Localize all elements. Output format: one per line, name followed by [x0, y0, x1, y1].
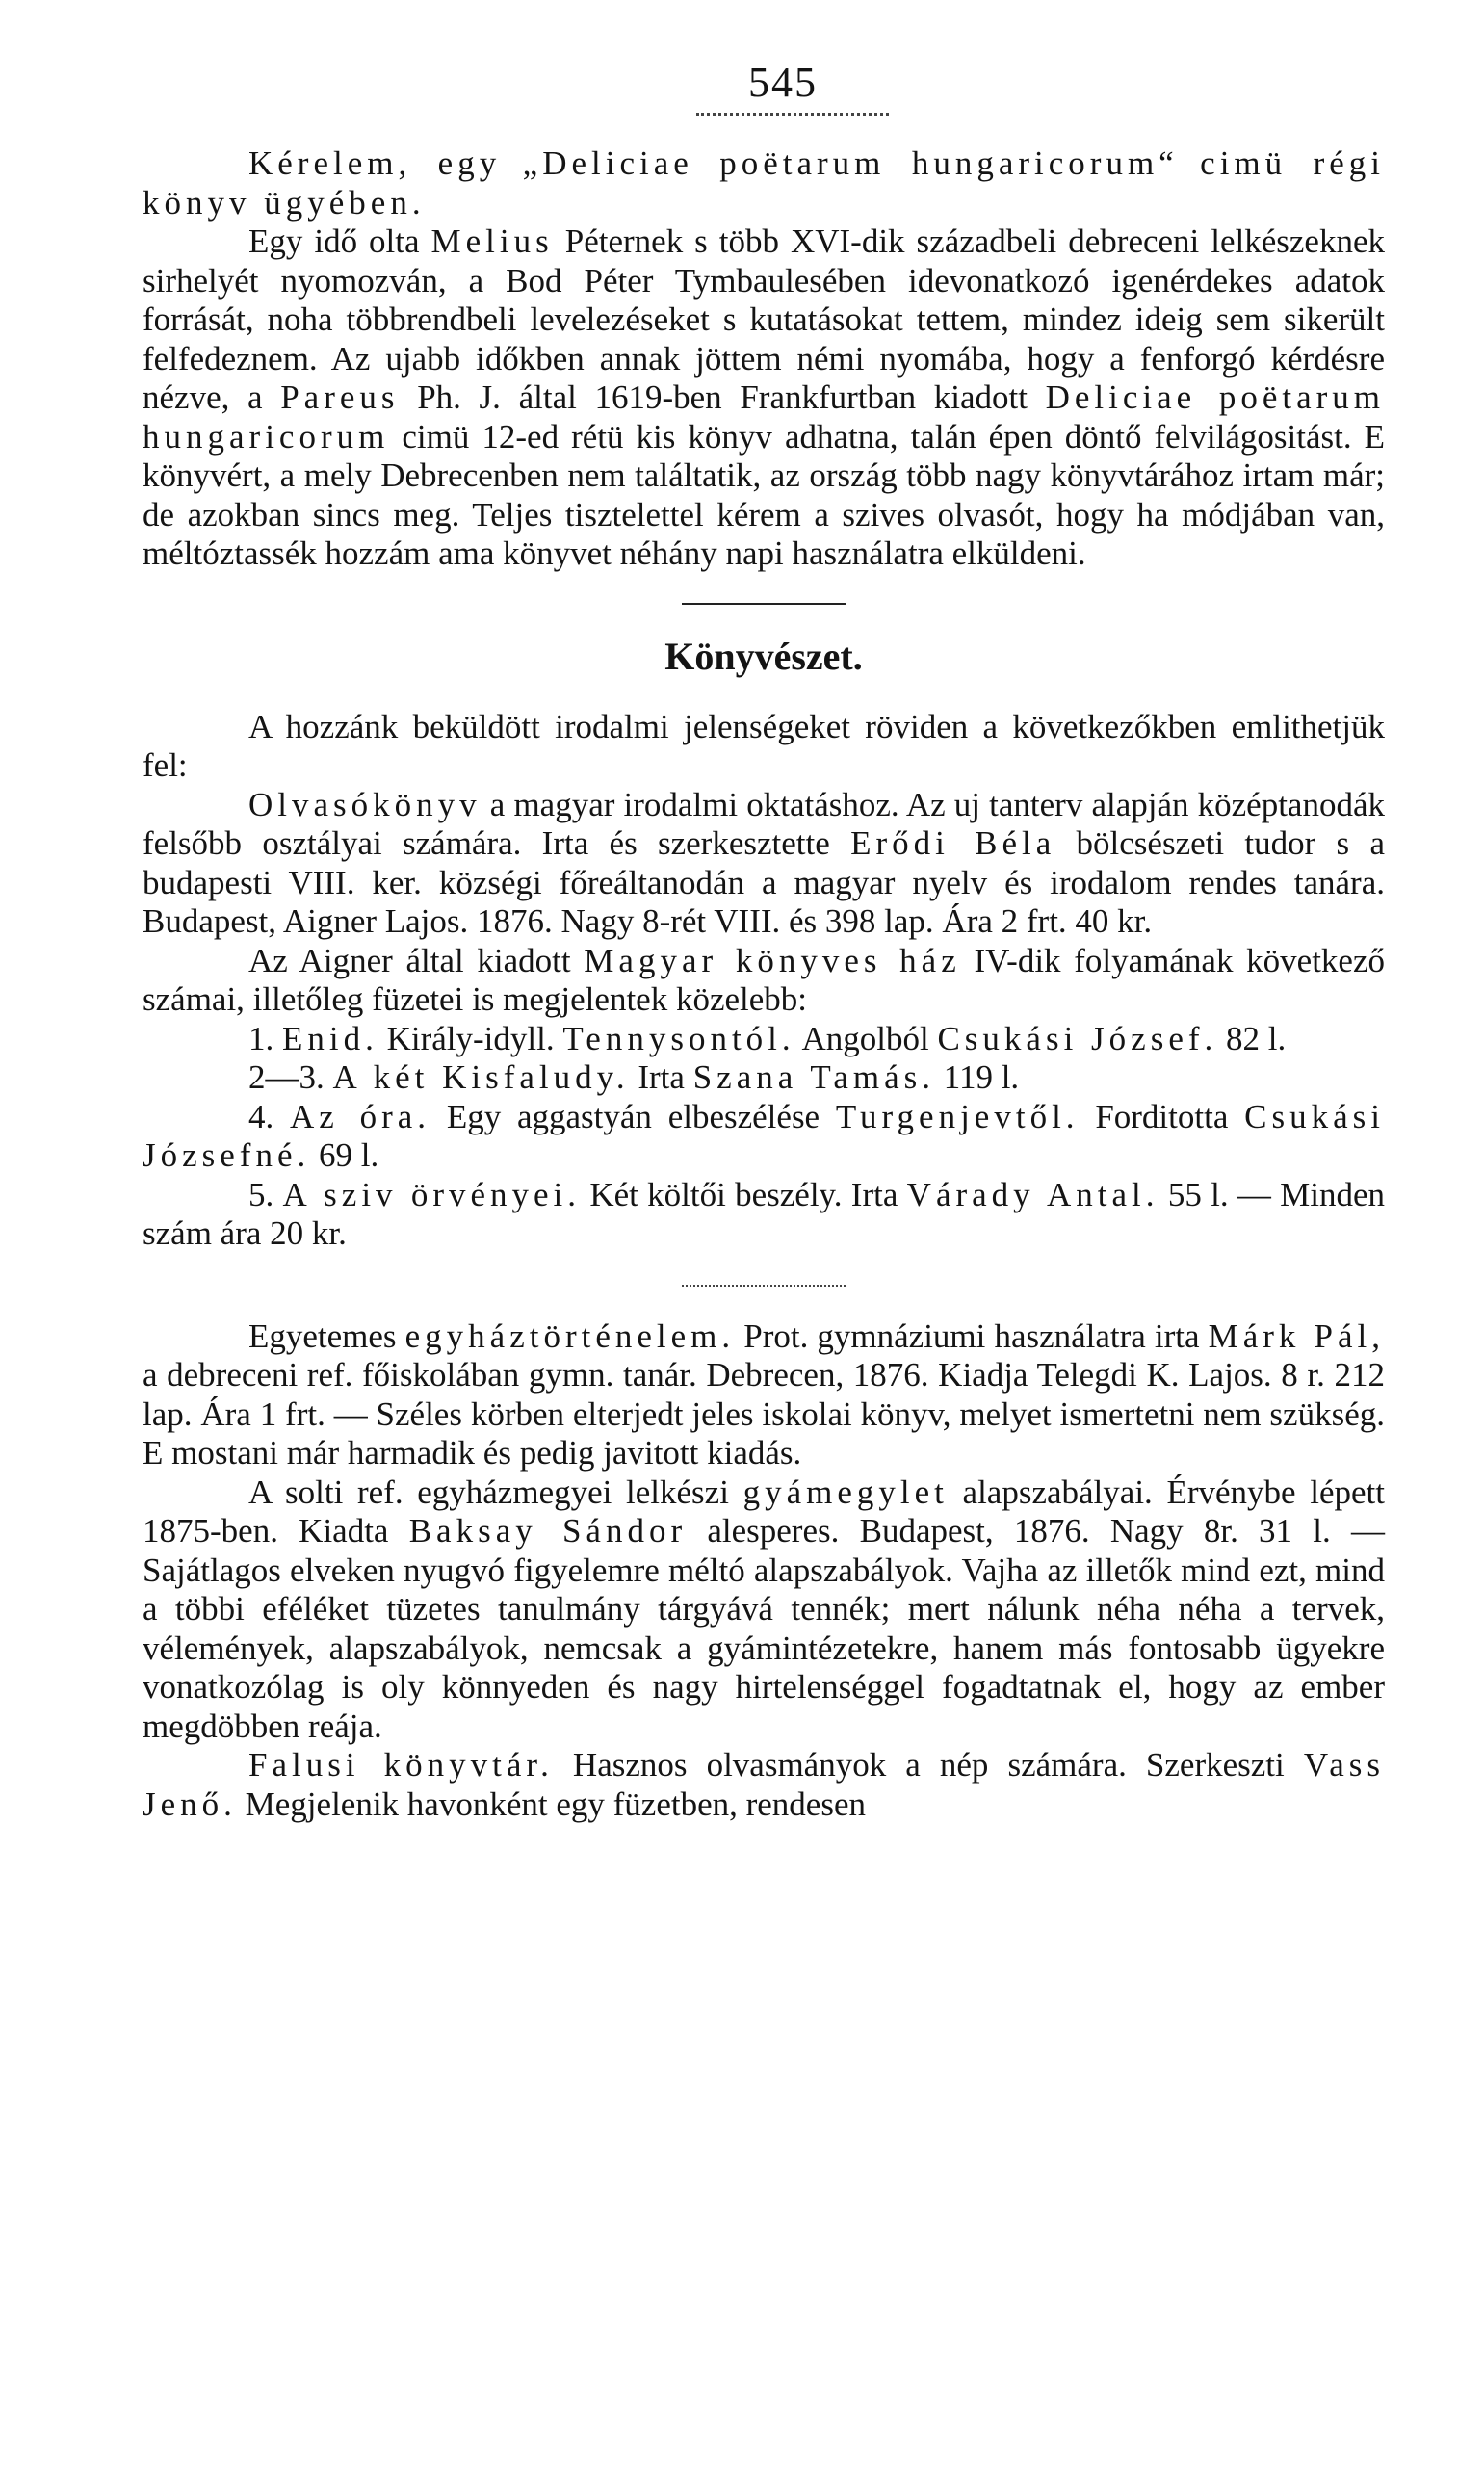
list-item: 5. A sziv örvényei. Két költői beszély. Irta Várady Antal. 55 l. — Minden szám ára 20 kr. — [143, 1175, 1386, 1252]
request-heading — [143, 144, 1385, 222]
page-number: 545 — [748, 59, 818, 106]
request-body: Egy idő olta Melius Péternek s több XVI-dik századbeli debreceni lelkészeknek sirhelyét nyomozván, a Bod Péter Tymbaulesében idevonatkozó igenérdekes adatok forrását, noha többrendbeli levelezéseket s kutatásokat tettem, mindez ideig sem sikerült felfedeznem. Az ujabb időkben annak jöttem némi nyomába, hogy a fenforgó kérdésre nézve, a Pareus Ph. J. által 1619-ben Frankfurtban kiadott Deliciae poëtarum hungaricorum cimü 12-ed rétü kis könyv adhatna, talán épen döntő felvilágositást. E könyvért, a mely Debrecenben nem találtatik, az ország több nagy könyvtárához irtam már; de azokban sincs meg. Teljes tisztelettel kérem a szives olvasót, hogy ha módjában van, méltóztassék hozzám ama könyvet néhány napi használatra elküldeni. — [143, 222, 1386, 572]
entry-solti: A solti ref. egyházmegyei lelkészi gyámegylet alapszabályai. Érvénybe lépett 1875-ben. Kiadta Baksay Sándor alesperes. Budapest, 1876. Nagy 8r. 31 l. — Sajátlagos elveken nyugvó figyelemre méltó alapszabályok. Vajha az illetők mind ezt, mind a többi eféléket tüzetes tanulmány tárgyává tennék; mert nálunk néha néha a tervek, vélemények, alapszabályok, nemcsak a gyámintézetekre, hanem más fontosabb ügyekre vonatkozólag is oly könnyeden és nagy hirtelenséggel fogadtatnak el, hogy az ember megdöbben reája. — [143, 1473, 1385, 1745]
bibliography-intro: A hozzánk beküldött irodalmi jelenségeket röviden a következőkben emlithetjük fel: — [143, 707, 1385, 784]
list-item: 2—3. A két Kisfaludy. Irta Szana Tamás. 119 l. — [248, 1058, 1020, 1096]
request-title-a: Kérelem, egy — [248, 144, 502, 182]
page-number-ornament — [696, 107, 889, 116]
page — [143, 58, 1385, 1824]
entry-olvasokonyv: Olvasókönyv a magyar irodalmi oktatáshoz. Az uj tanterv alapján középtanodák felsőbb osztályai számára. Irta és szerkesztette Erődi Béla bölcsészeti tudor s a budapesti VIII. ker. községi főreáltanodán a magyar nyelv és irodalom rendes tanára. Budapest, Aigner Lajos. 1876. Nagy 8-rét VIII. és 398 lap. Ára 2 frt. 40 kr. — [143, 785, 1385, 940]
name-melius: Melius — [430, 222, 554, 260]
request-title-c: cimü régi könyv ügyében. — [143, 144, 1386, 222]
request-title-b: „Deliciae poëtarum hungaricorum“ — [522, 144, 1179, 182]
entry-falusi: Falusi könyvtár. Hasznos olvasmányok a nép számára. Szerkeszti Vass Jenő. Megjelenik havonként egy füzetben, rendesen — [143, 1746, 1385, 1823]
section-title: Könyvészet. — [664, 634, 863, 678]
list-item: 1. Enid. Király-idyll. Tennysontól. Angolból Csukási József. 82 l. — [248, 1019, 1287, 1057]
list-item: 4. Az óra. Egy aggastyán elbeszélése Turgenjevtől. Forditotta Csukási Józsefné. 69 l. — [143, 1097, 1385, 1174]
entry-aigner: Az Aigner által kiadott Magyar könyves ház IV-dik folyamának következő számai, illetőleg füzetei is megjelentek közelebb: — [143, 941, 1385, 1018]
entry-divider — [682, 1285, 846, 1287]
name-pareus: Pareus — [280, 378, 400, 416]
entry-egyetemes: Egyetemes egyháztörténelem. Prot. gymnáziumi használatra irta Márk Pál, a debreceni ref. főiskolában gymn. tanár. Debrecen, 1876. Kiadja Telegdi K. Lajos. 8 r. 212 lap. Ára 1 frt. — Széles körben elterjedt jeles iskolai könyv, melyet ismertetni nem szükség. E mostani már harmadik és pedig javitott kiadás. — [143, 1316, 1385, 1472]
section-divider — [682, 603, 846, 605]
book-title-deliciae: Deliciae poëtarum hungaricorum — [143, 378, 1386, 456]
